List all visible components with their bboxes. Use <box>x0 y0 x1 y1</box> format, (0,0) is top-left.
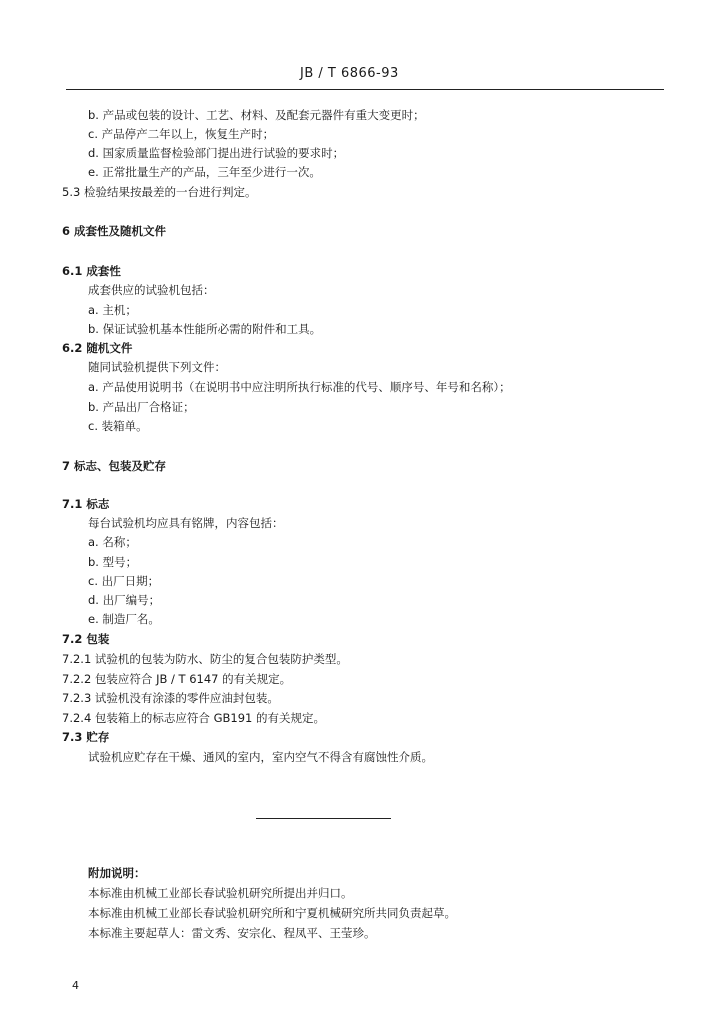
clause-6-1-heading: 6.1 成套性 <box>62 264 121 278</box>
list-item-a-manual: a. 产品使用说明书（在说明书中应注明所执行标准的代号、顺序号、年号和名称）； <box>88 380 511 394</box>
notes-line-proposer: 本标准由机械工业部长春试验机研究所提出并归口。 <box>88 886 353 900</box>
clause-6-2-intro: 随同试验机提供下列文件： <box>88 360 226 374</box>
list-item-a-name: a. 名称； <box>88 535 137 549</box>
standard-number: JB / T 6866-93 <box>300 66 399 81</box>
page-number: 4 <box>72 979 79 992</box>
list-item-c-restart: c. 产品停产二年以上，恢复生产时； <box>88 127 275 141</box>
list-item-a-main: a. 主机； <box>88 303 137 317</box>
list-item-d-inspection: d. 国家质量监督检验部门提出进行试验的要求时； <box>88 146 345 160</box>
clause-7-2-2: 7.2.2 包装应符合 JB / T 6147 的有关规定。 <box>62 672 292 686</box>
header-rule <box>66 89 664 90</box>
clause-7-2-heading: 7.2 包装 <box>62 632 110 646</box>
list-item-b-accessories: b. 保证试验机基本性能所必需的附件和工具。 <box>88 322 322 336</box>
clause-7-3-heading: 7.3 贮存 <box>62 730 110 744</box>
clause-6-2-heading: 6.2 随机文件 <box>62 341 133 355</box>
notes-line-drafting-units: 本标准由机械工业部长春试验机研究所和宁夏机械研究所共同负责起草。 <box>88 906 456 920</box>
list-item-c-date: c. 出厂日期； <box>88 574 160 588</box>
list-item-e-manufacturer: e. 制造厂名。 <box>88 612 160 626</box>
list-item-c-packing-list: c. 装箱单。 <box>88 419 148 433</box>
notes-line-drafters: 本标准主要起草人：雷文秀、安宗化、程凤平、王莹珍。 <box>88 926 376 940</box>
list-item-b-change: b. 产品或包装的设计、工艺、材料、及配套元器件有重大变更时； <box>88 108 425 122</box>
notes-title: 附加说明： <box>88 866 146 880</box>
clause-6-1-intro: 成套供应的试验机包括： <box>88 283 215 297</box>
clause-7-2-3: 7.2.3 试验机没有涂漆的零件应油封包装。 <box>62 691 279 705</box>
end-rule <box>256 818 391 819</box>
list-item-b-certificate: b. 产品出厂合格证； <box>88 400 195 414</box>
section-7-heading: 7 标志、包装及贮存 <box>62 459 167 473</box>
clause-7-1-intro: 每台试验机均应具有铭牌，内容包括： <box>88 516 284 530</box>
clause-7-1-heading: 7.1 标志 <box>62 497 110 511</box>
list-item-e-normal: e. 正常批量生产的产品，三年至少进行一次。 <box>88 165 321 179</box>
clause-5-3: 5.3 检验结果按最差的一台进行判定。 <box>62 185 257 199</box>
clause-7-2-4: 7.2.4 包装箱上的标志应符合 GB191 的有关规定。 <box>62 711 325 725</box>
list-item-d-serial: d. 出厂编号； <box>88 593 161 607</box>
clause-7-2-1: 7.2.1 试验机的包装为防水、防尘的复合包装防护类型。 <box>62 652 348 666</box>
list-item-b-model: b. 型号； <box>88 555 138 569</box>
section-6-heading: 6 成套性及随机文件 <box>62 224 167 238</box>
clause-7-3-text: 试验机应贮存在干燥、通风的室内，室内空气不得含有腐蚀性介质。 <box>88 750 433 764</box>
